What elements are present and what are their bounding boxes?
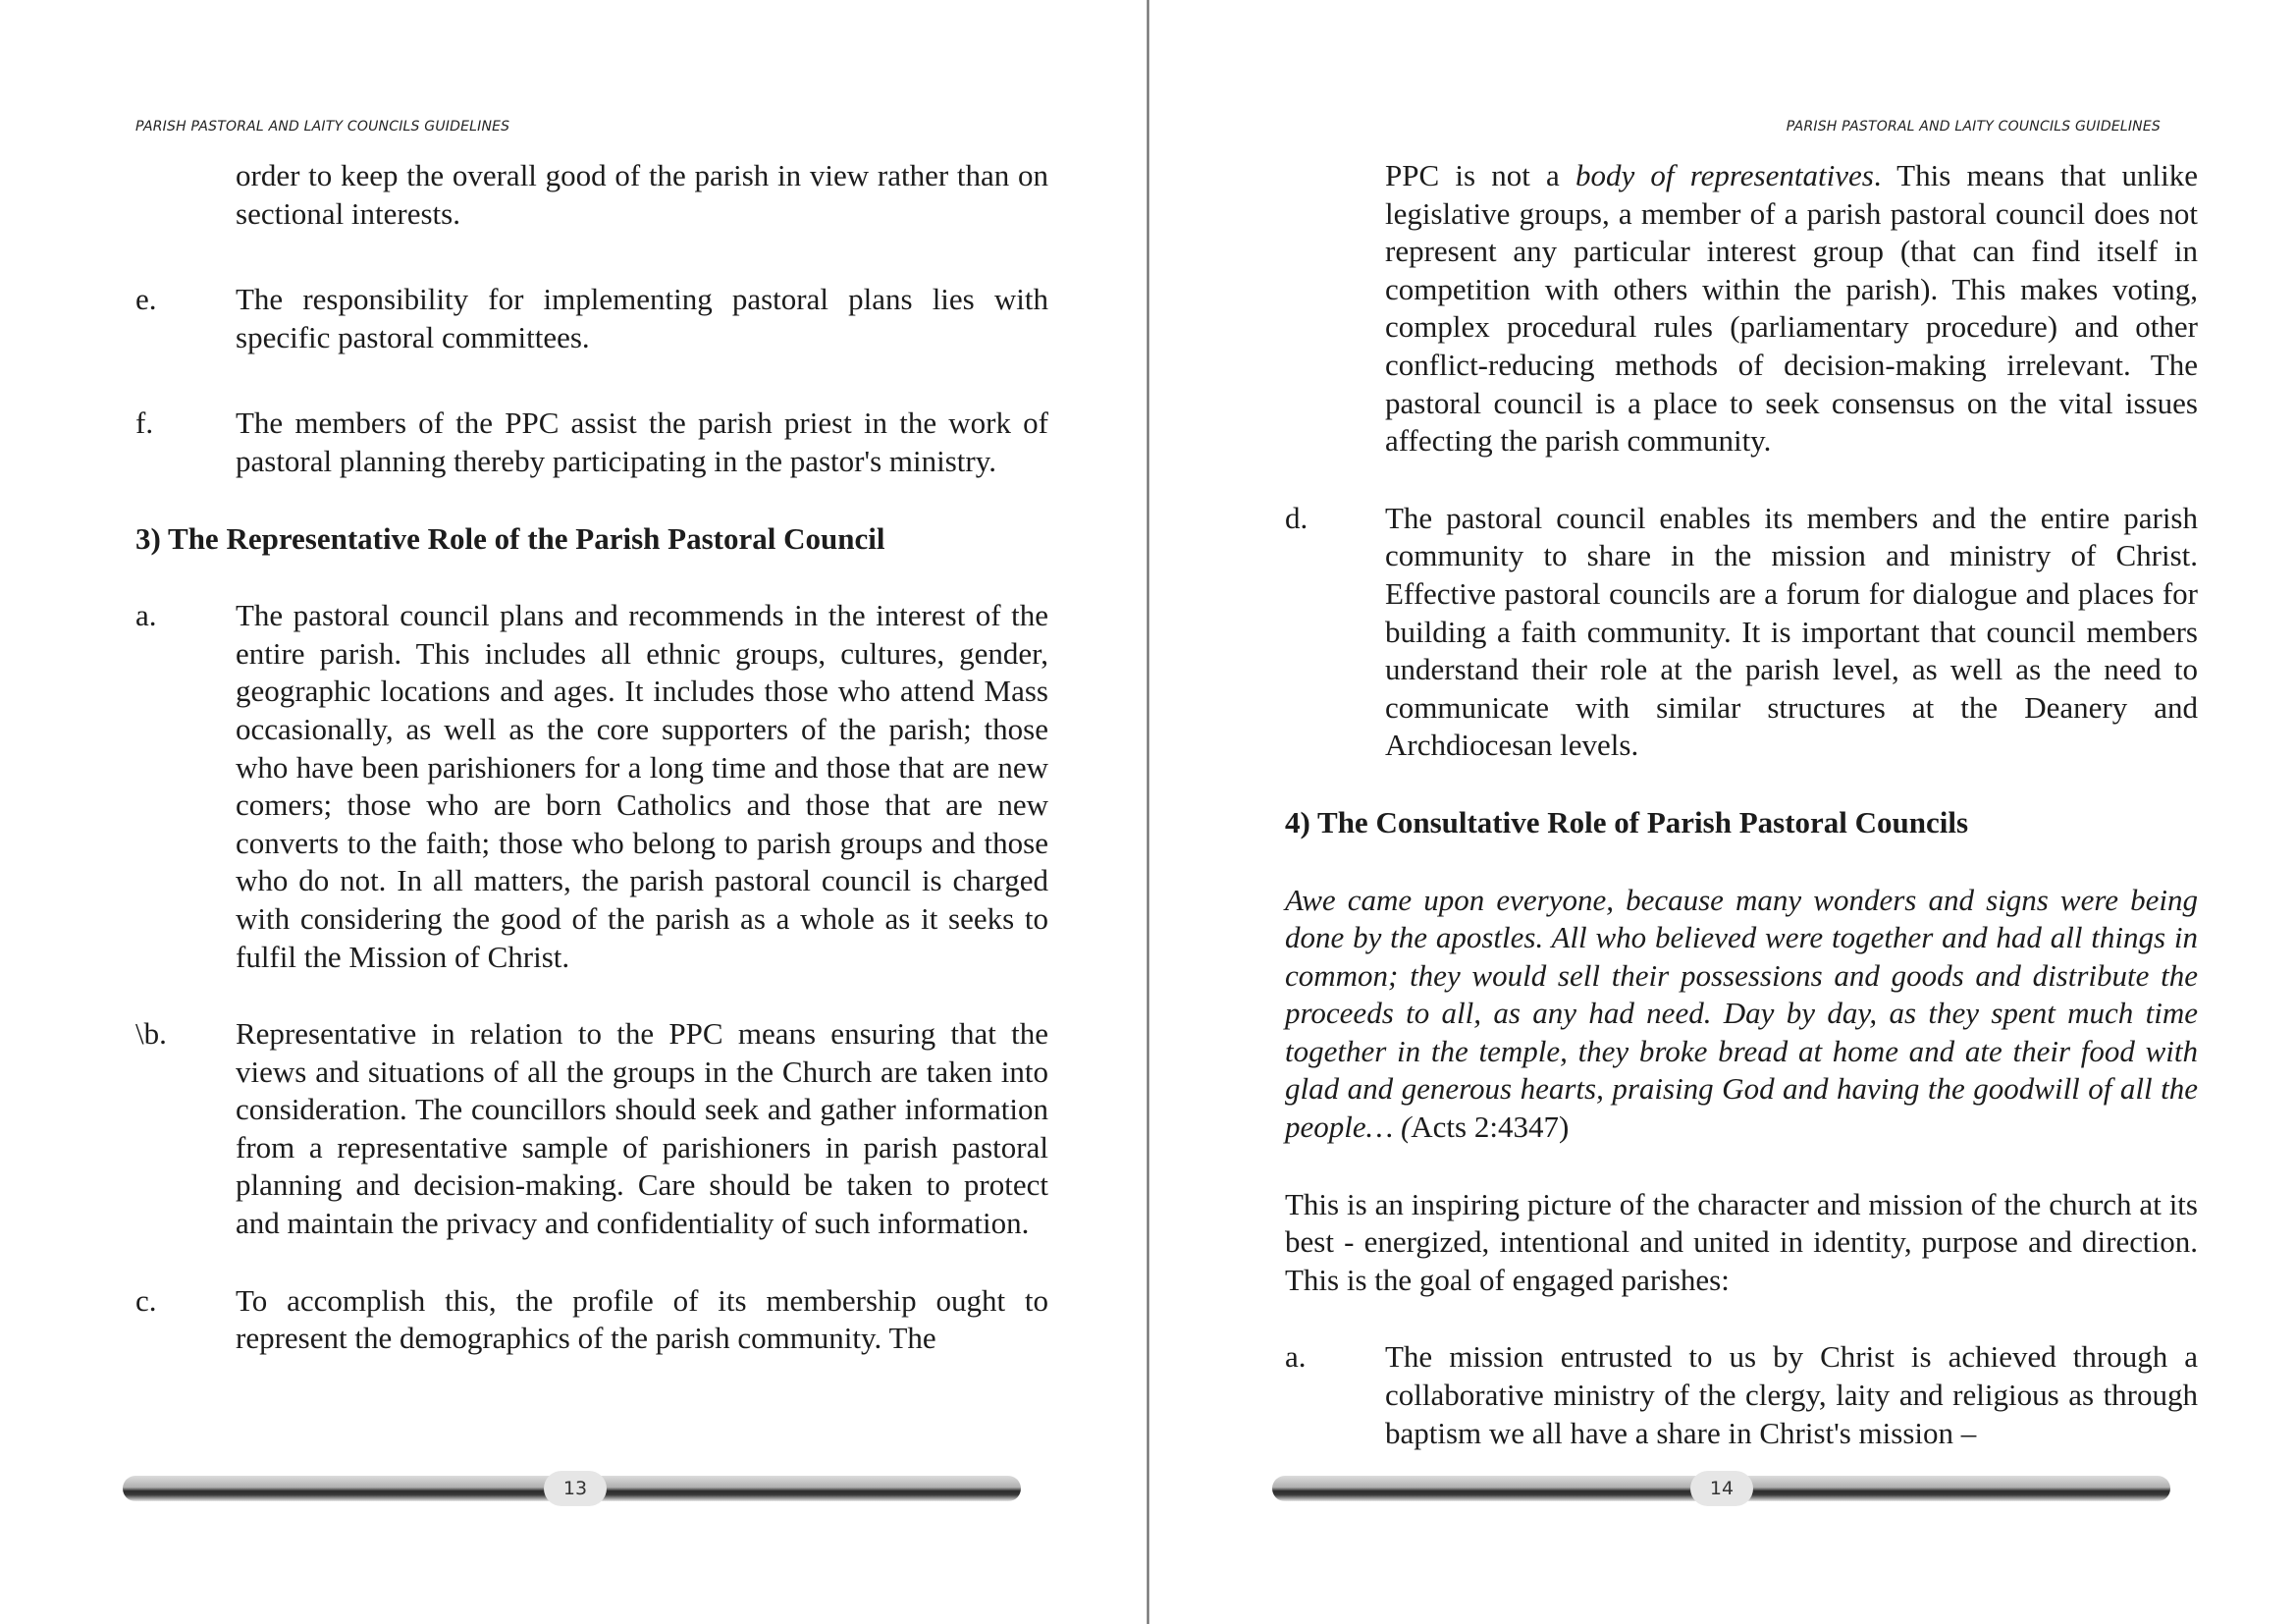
- list-item-text: The pastoral council plans and recommends in the interest of the entire parish. This includes all ethnic groups, cultures, gender, geographic locations and ages. It includes those who attend Mass occasionally, as well as the core supporters of the parish; those who have been parishioners for a long time and those that are new comers; those who are born Catholics and those that are new converts to the faith; those who belong to parish groups and those who do not. In all matters, the parish pastoral council is charged with considering the good of the parish as a whole as it seeks to fulfil the Mission of Christ.: [236, 598, 1048, 974]
- body-paragraph: This is an inspiring picture of the character and mission of the church at its best - energized, intentional and united in identity, purpose and direction. This is the goal of engaged parishes:: [1285, 1186, 2198, 1297]
- list-item-c: [135, 1282, 1048, 1358]
- right-page: [1149, 0, 2296, 1624]
- list-item-text: Representative in relation to the PPC means ensuring that the views and situations of all the groups in the Church are taken into consideration. The councillors should seek and gather information from a representative sample of parishioners in parish pastoral planning and decision-making. Care should be taken to protect and maintain the privacy and confidentiality of such information.: [236, 1016, 1048, 1241]
- page-body: [1285, 157, 2198, 1452]
- list-item-a: [1285, 1338, 2198, 1452]
- page-number: 13: [544, 1471, 607, 1506]
- continuation-text: [1285, 157, 2198, 460]
- list-item-text: The pastoral council enables its members and the entire parish community to share in the mission and ministry of Christ. Effective pastoral councils are a forum for dialogue and places for building a faith community. It is important that council members understand their role at the parish level, as well as the need to communicate with similar structures at the Deanery and Archdiocesan levels.: [1385, 500, 2198, 763]
- list-marker: c.: [135, 1282, 157, 1318]
- section-heading: 3) The Representative Role of the Parish Pastoral Council: [135, 520, 885, 556]
- quote-text: Awe came upon everyone, because many wonders and signs were being done by the apostles. All who believed were together and had all things in common; they would sell their possessions and goods and distribute the proceeds to all, as any had need. Day by day, as they spent much time together in the temple, they broke bread at home and ate their food with glad and generous hearts, praising God and having the goodwill of all the people… (: [1285, 882, 2198, 1145]
- list-item-e: [135, 281, 1048, 356]
- continuation-italic: body of representatives: [1575, 158, 1874, 192]
- continuation-text: order to keep the overall good of the parish in view rather than on sectional interests.: [236, 158, 1048, 231]
- list-marker: d.: [1285, 500, 1308, 535]
- continuation-prefix: PPC is not a: [1385, 158, 1575, 192]
- list-item-text: The responsibility for implementing pastoral plans lies with specific pastoral committees.: [236, 282, 1048, 354]
- left-page: [0, 0, 1147, 1624]
- page-body: [135, 157, 1048, 1358]
- running-head: PARISH PASTORAL AND LAITY COUNCILS GUIDELINES: [135, 119, 510, 135]
- list-item-text: The mission entrusted to us by Christ is achieved through a collaborative ministry of the clergy, laity and religious as through baptism we all have a share in Christ's mission –: [1385, 1339, 2198, 1450]
- quote-reference: Acts 2:4347): [1411, 1110, 1570, 1145]
- list-marker: a.: [1285, 1339, 1307, 1375]
- list-item-text: The members of the PPC assist the parish priest in the work of pastoral planning thereby participating in the pastor's ministry.: [236, 406, 1048, 478]
- running-head: PARISH PASTORAL AND LAITY COUNCILS GUIDELINES: [1786, 119, 2161, 135]
- list-marker: a.: [135, 598, 157, 633]
- list-item-text: To accomplish this, the profile of its membership ought to represent the demographics of the parish community. The: [236, 1282, 1048, 1356]
- scripture-quote: [1285, 882, 2198, 1147]
- continuation-rest: . This means that unlike legislative groups, a member of a parish pastoral council does not represent any particular interest group (that can find itself in competition with others within the parish). This makes voting, complex procedural rules (parliamentary procedure) and other conflict-reducing methods of decision-making irrelevant. The pastoral council is a place to seek consensus on the vital issues affecting the parish community.: [1385, 158, 2199, 459]
- list-marker: \b.: [135, 1016, 167, 1052]
- list-marker: e.: [135, 282, 157, 317]
- list-item-b: [135, 1015, 1048, 1243]
- page-number: 14: [1690, 1471, 1753, 1506]
- section-heading: 4) The Consultative Role of Parish Pastoral Councils: [1285, 804, 1969, 839]
- list-item-d: [1285, 500, 2198, 765]
- list-marker: f.: [135, 406, 154, 441]
- list-item-f: [135, 405, 1048, 480]
- list-item-a: [135, 597, 1048, 976]
